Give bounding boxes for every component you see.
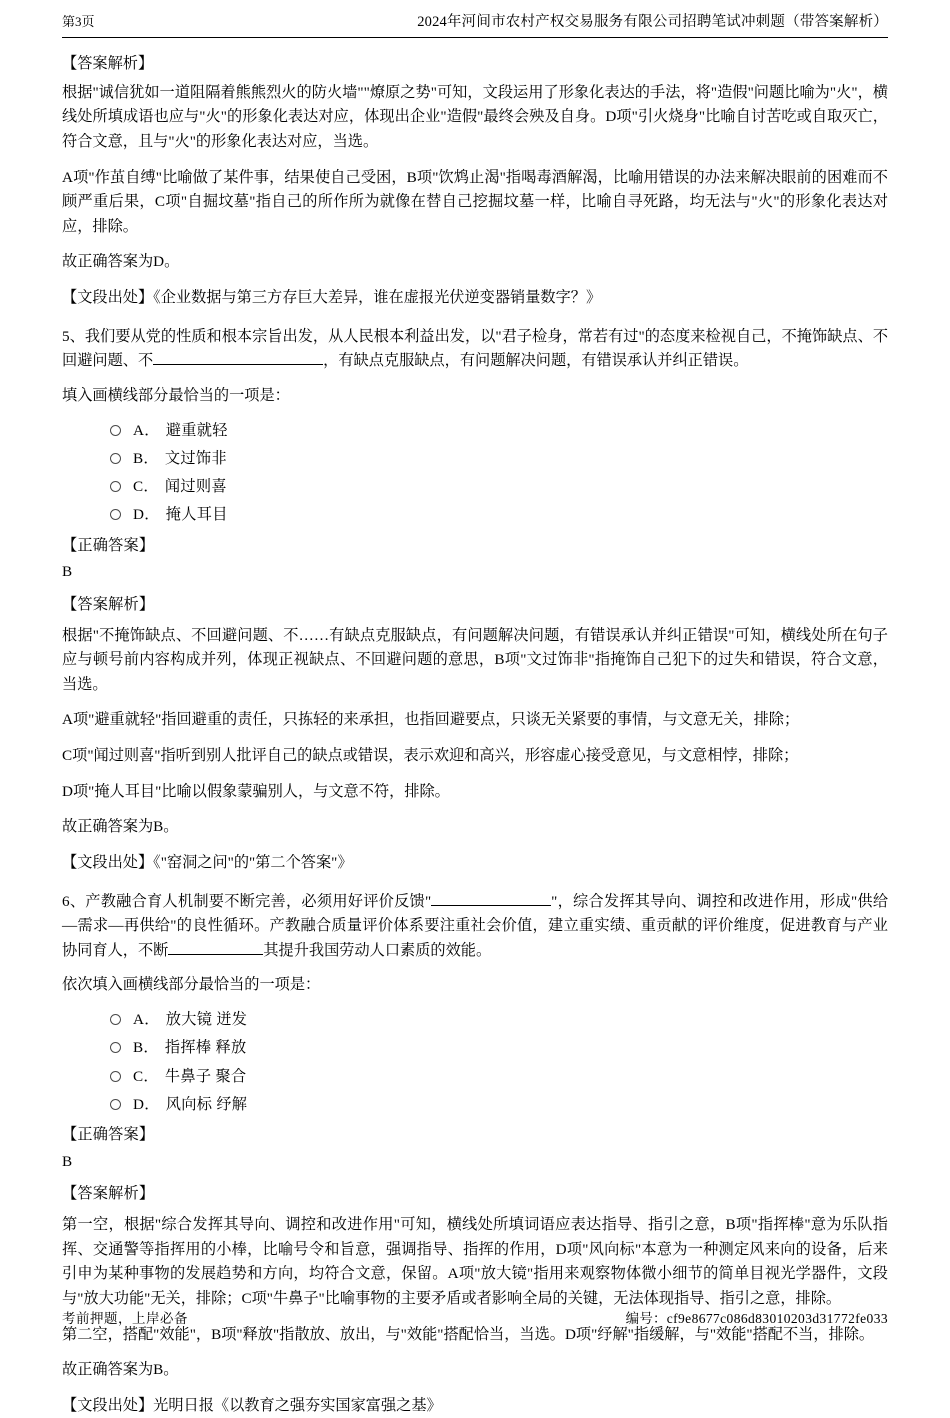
page-footer (62, 1307, 888, 1327)
source-line: 【文段出处】《"窑洞之问"的"第二个答案"》 (62, 851, 888, 876)
analysis-block-prev (62, 52, 888, 311)
footer-code-value: cf9e8677c086d83010203d31772fe033 (667, 1311, 888, 1326)
radio-icon[interactable] (110, 1071, 121, 1082)
fill-blank (431, 890, 551, 905)
option-text: 指挥棒 释放 (165, 1037, 247, 1058)
option-letter: B． (133, 448, 159, 469)
analysis-paragraph: D项"掩人耳目"比喻以假象蒙骗别人，与文意不符，排除。 (62, 780, 888, 805)
option-letter: D． (133, 504, 160, 525)
question-stem-part1: 产教融合育人机制要不断完善，必须用好评价反馈" (85, 893, 431, 910)
option-letter: D． (133, 1094, 160, 1115)
question-stem-part2: "，综合发挥其导向、调控和改进作用，形成"供给—需求—再供给"的良性循环。产教融合质量评价体系要注重社会价值，建立重实绩、重贡献的评价维度，促进教育与产业协同育人，不断 (62, 893, 888, 959)
footer-code (626, 1307, 888, 1327)
option-text: 风向标 纾解 (166, 1094, 248, 1115)
analysis-paragraph: 故正确答案为D。 (62, 250, 888, 275)
option-letter: C． (133, 476, 159, 497)
analysis-paragraph: 故正确答案为B。 (62, 815, 888, 840)
analysis-paragraph: 第一空，根据"综合发挥其导向、调控和改进作用"可知，横线处所填词语应表达指导、指引之意，B项"指挥棒"意为乐队指挥、交通警等指挥用的小棒，比喻号令和旨意，强调指导、指挥的作用，D项"风向标"本意为一种测定风来向的设备，后来引申为某种事物的发展趋势和方向，均符合文意，保留。A项"放大镜"指用来观察物体微小细节的简单目视光学器件，文段与"放大功能"无关，排除；C项"牛鼻子"比喻事物的主要矛盾或者影响全局的关键，无法体现指导、指引之意，排除。 (62, 1213, 888, 1312)
radio-icon[interactable] (110, 481, 121, 492)
option-item[interactable] (110, 1094, 888, 1115)
option-text: 牛鼻子 聚合 (165, 1066, 247, 1087)
fill-blank (153, 350, 323, 365)
question-stem (62, 325, 888, 374)
document-title: 2024年河间市农村产权交易服务有限公司招聘笔试冲刺题（带答案解析） (417, 10, 888, 31)
question-stem-part3: 其提升我国劳动人口素质的效能。 (263, 942, 491, 959)
question-stem (62, 890, 888, 964)
question-prompt: 依次填入画横线部分最恰当的一项是： (62, 973, 888, 998)
correct-answer-label: 【正确答案】 (62, 1123, 888, 1148)
analysis-paragraph: 根据"诚信犹如一道阻隔着熊熊烈火的防火墙""燎原之势"可知，文段运用了形象化表达的手法，将"造假"问题比喻为"火"，横线处所填成语也应与"火"的形象化表达对应，体现出企业"造假"最终会殃及自身。D项"引火烧身"比喻自讨苦吃或自取灭亡，符合文意，且与"火"的形象化表达对应，当选。 (62, 81, 888, 155)
option-letter: C． (133, 1066, 159, 1087)
question-stem-part1: 我们要从党的性质和根本宗旨出发，从人民根本利益出发，以"君子检身，常若有过"的态度来检视自己，不掩饰缺点、不回避问题、不 (62, 328, 888, 370)
correct-answer-value: B (62, 1150, 888, 1175)
option-letter: B． (133, 1037, 159, 1058)
source-line: 【文段出处】《企业数据与第三方存巨大差异，谁在虚报光伏逆变器销量数字？》 (62, 286, 888, 311)
analysis-paragraph: 第二空，搭配"效能"，B项"释放"指散放、放出，与"效能"搭配恰当，当选。D项"纾解"指缓解，与"效能"搭配不当，排除。 (62, 1323, 888, 1348)
analysis-paragraph: A项"作茧自缚"比喻做了某件事，结果使自己受困，B项"饮鸩止渴"指喝毒酒解渴，比喻用错误的办法来解决眼前的困难而不顾严重后果，C项"自掘坟墓"指自己的所作所为就像在替自己挖掘坟墓一样，比喻自寻死路，均无法与"火"的形象化表达对应，排除。 (62, 166, 888, 240)
radio-icon[interactable] (110, 1042, 121, 1053)
radio-icon[interactable] (110, 453, 121, 464)
option-text: 文过饰非 (165, 448, 227, 469)
option-text: 闻过则喜 (165, 476, 227, 497)
correct-answer-value: B (62, 560, 888, 585)
option-list-5 (62, 420, 888, 526)
option-text: 放大镜 迸发 (166, 1009, 248, 1030)
radio-icon[interactable] (110, 1014, 121, 1025)
question-block-5 (62, 325, 888, 876)
option-item[interactable] (110, 1066, 888, 1087)
analysis-paragraph: C项"闻过则喜"指听到别人批评自己的缺点或错误，表示欢迎和高兴，形容虚心接受意见，与文意相悖，排除； (62, 744, 888, 769)
question-prompt: 填入画横线部分最恰当的一项是： (62, 384, 888, 409)
option-item[interactable] (110, 448, 888, 469)
document-body (62, 38, 888, 1418)
source-line: 【文段出处】光明日报《以教育之强夯实国家富强之基》 (62, 1394, 888, 1418)
correct-answer-label: 【正确答案】 (62, 534, 888, 559)
option-letter: A． (133, 420, 160, 441)
radio-icon[interactable] (110, 1099, 121, 1110)
option-text: 掩人耳目 (166, 504, 228, 525)
option-item[interactable] (110, 420, 888, 441)
radio-icon[interactable] (110, 425, 121, 436)
option-item[interactable] (110, 1037, 888, 1058)
option-item[interactable] (110, 504, 888, 525)
footer-code-label: 编号： (626, 1311, 667, 1326)
option-item[interactable] (110, 1009, 888, 1030)
radio-icon[interactable] (110, 509, 121, 520)
option-list-6 (62, 1009, 888, 1115)
analysis-label: 【答案解析】 (62, 1182, 888, 1207)
question-block-6 (62, 890, 888, 1418)
option-item[interactable] (110, 476, 888, 497)
page-number-label: 第3页 (62, 11, 95, 30)
question-stem-part2: ，有缺点克服缺点，有问题解决问题，有错误承认并纠正错误。 (323, 352, 748, 369)
option-letter: A． (133, 1009, 160, 1030)
option-text: 避重就轻 (166, 420, 228, 441)
analysis-label: 【答案解析】 (62, 52, 888, 77)
question-number: 5、 (62, 328, 85, 345)
analysis-paragraph: 根据"不掩饰缺点、不回避问题、不……有缺点克服缺点，有问题解决问题，有错误承认并纠正错误"可知，横线处所在句子应与顿号前内容构成并列，体现正视缺点、不回避问题的意思，B项"文过饰非"指掩饰自己犯下的过失和错误，符合文意，当选。 (62, 624, 888, 698)
fill-blank (168, 939, 263, 954)
question-number: 6、 (62, 893, 85, 910)
analysis-paragraph: A项"避重就轻"指回避重的责任，只拣轻的来承担，也指回避要点，只谈无关紧要的事情，与文意无关，排除； (62, 708, 888, 733)
footer-slogan: 考前押题，上岸必备 (62, 1307, 188, 1327)
analysis-label: 【答案解析】 (62, 593, 888, 618)
analysis-paragraph: 故正确答案为B。 (62, 1358, 888, 1383)
page-header (62, 0, 888, 31)
